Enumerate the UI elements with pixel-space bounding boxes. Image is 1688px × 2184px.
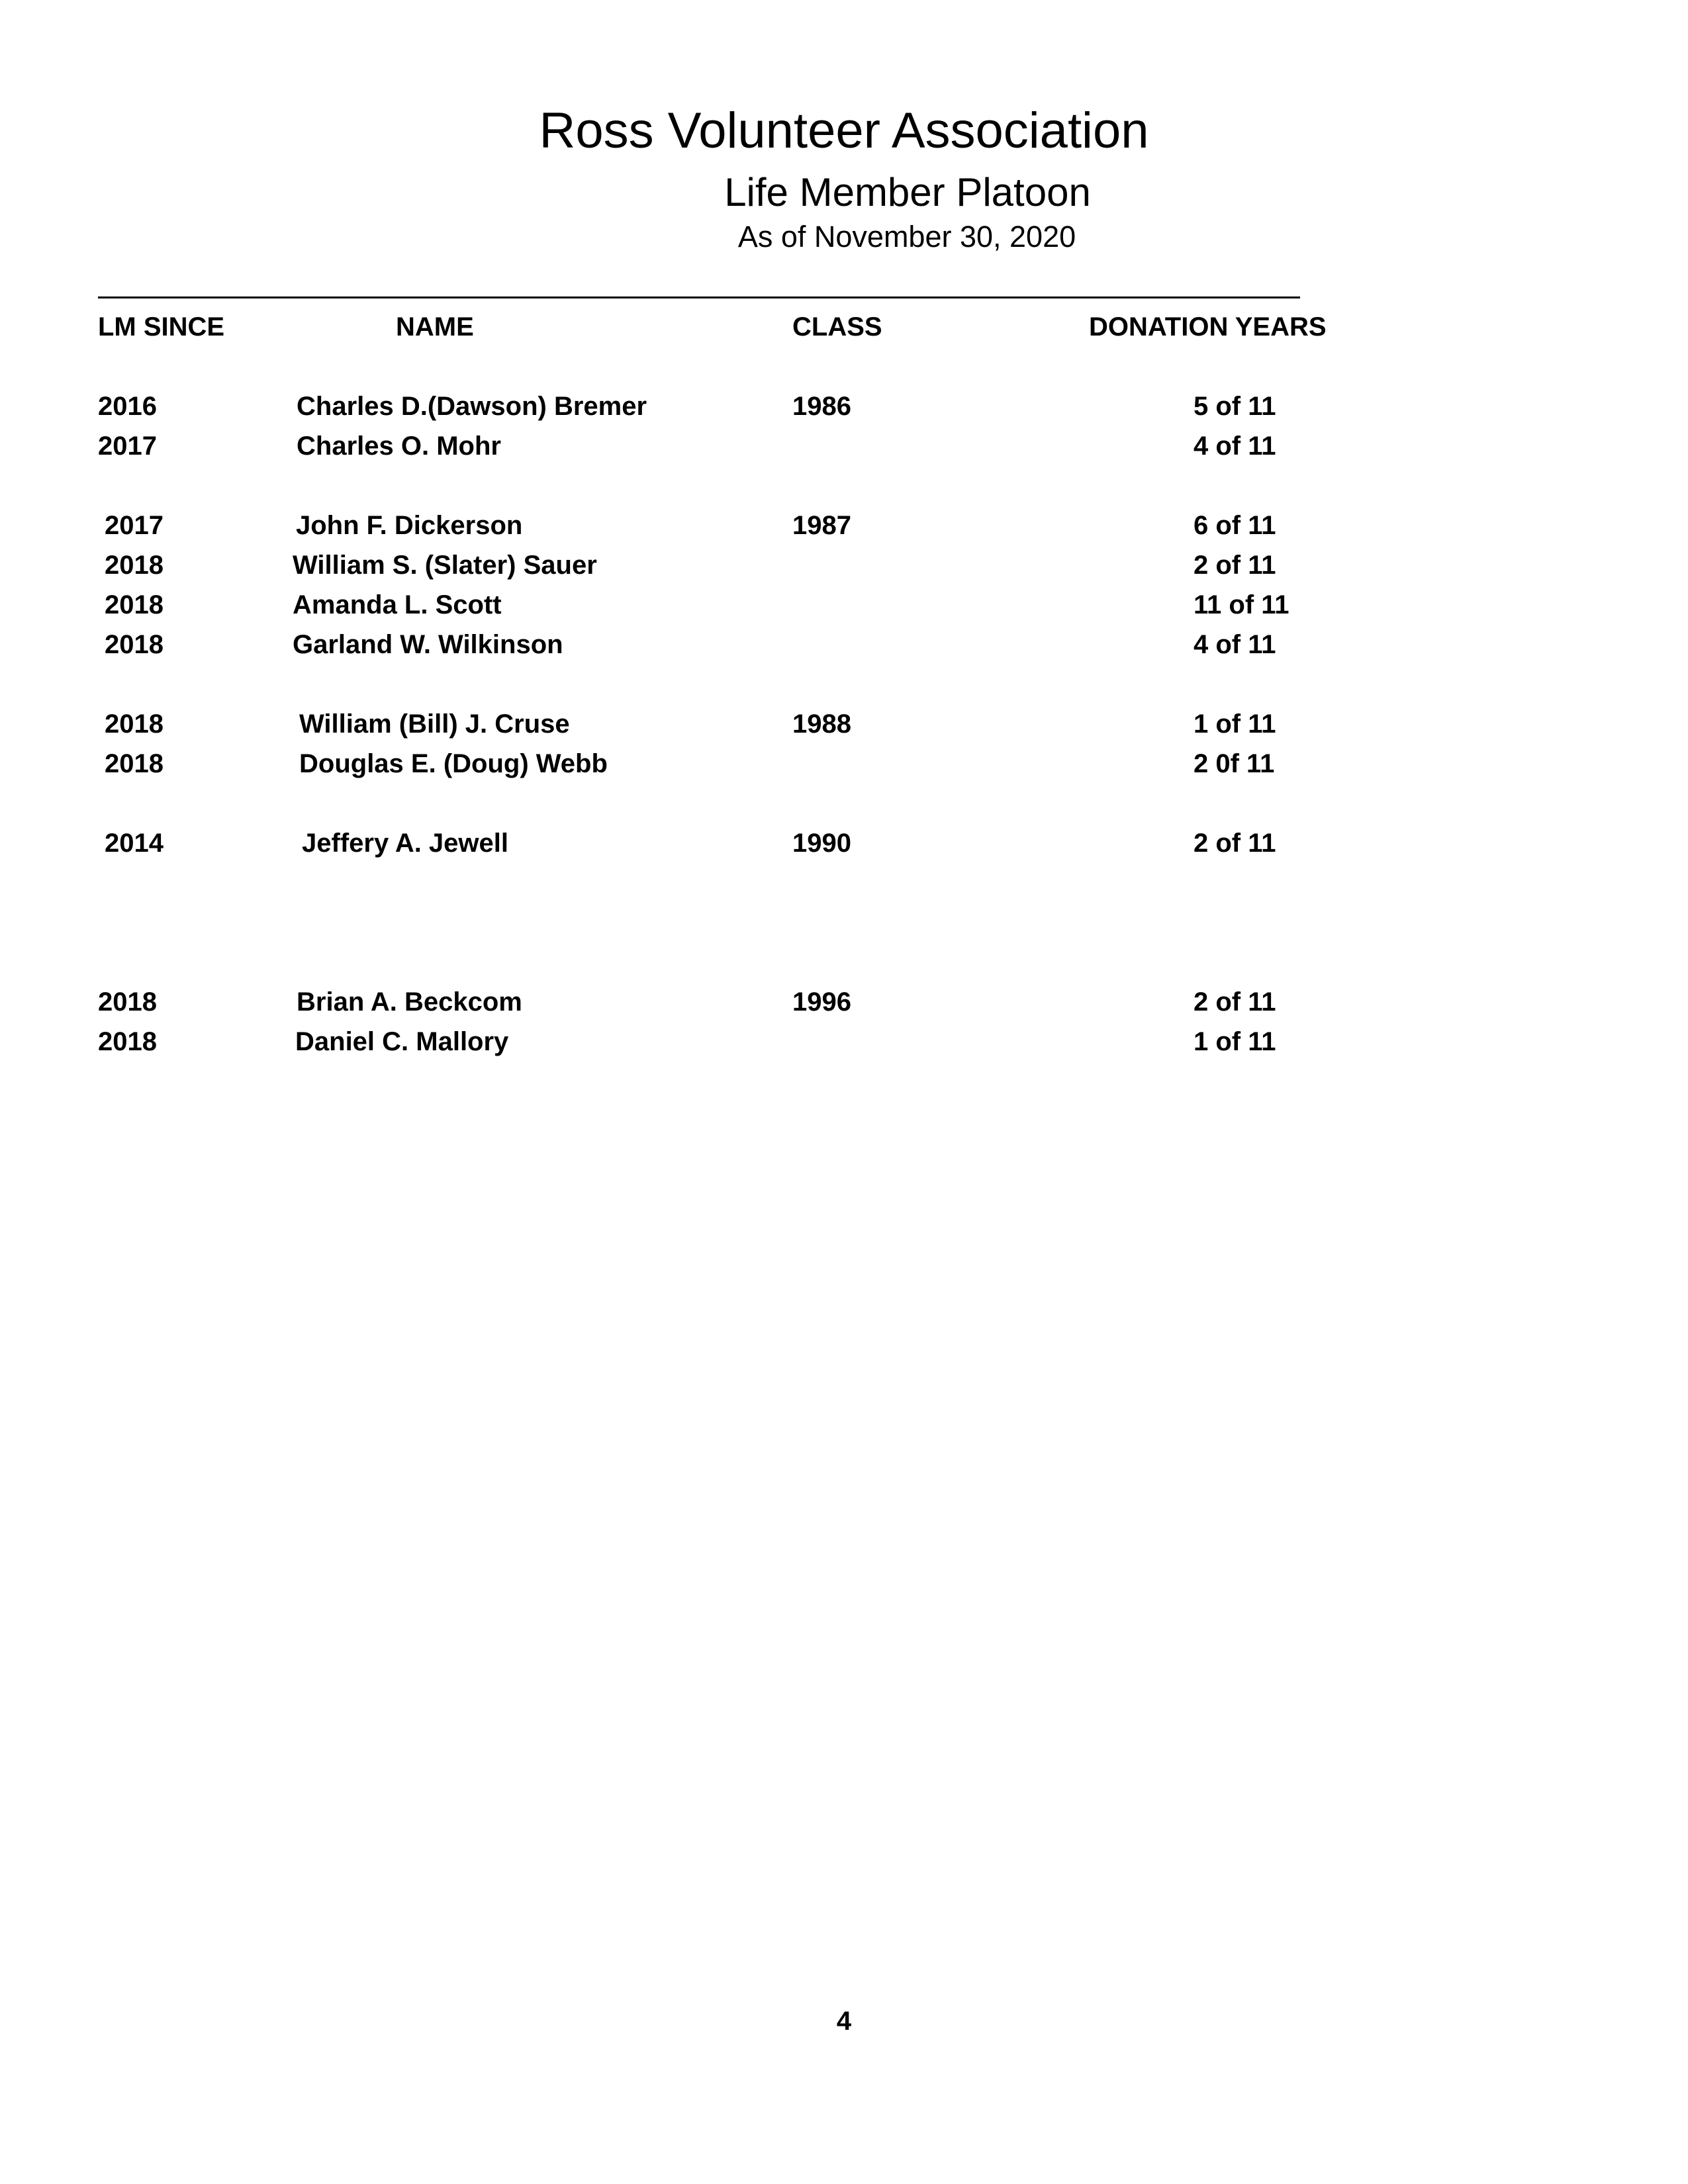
table-cell-name: Daniel C. Mallory [295,1027,509,1056]
table-cell-name: Amanda L. Scott [293,590,502,619]
table-cell-name: William (Bill) J. Cruse [299,709,570,739]
table-cell-donation: 1 of 11 [1194,1027,1276,1056]
table-cell-lm-since: 2018 [105,630,164,659]
table-cell-lm-since: 2018 [105,590,164,619]
table-cell-lm-since: 2018 [105,551,164,580]
table-cell-donation: 11 of 11 [1194,590,1289,619]
page-number: 4 [836,2007,852,2036]
column-header-name: NAME [396,312,474,341]
table-cell-name: Charles O. Mohr [297,432,501,461]
page-title: Ross Volunteer Association [539,103,1149,159]
table-cell-class: 1996 [792,987,851,1017]
table-cell-name: Garland W. Wilkinson [293,630,563,659]
column-header-donation-years: DONATION YEARS [1089,312,1327,341]
table-cell-donation: 5 of 11 [1194,392,1276,421]
table-cell-donation: 1 of 11 [1194,709,1276,739]
table-cell-name: Brian A. Beckcom [297,987,522,1017]
table-cell-class: 1990 [792,829,851,858]
table-cell-lm-since: 2014 [105,829,164,858]
table-cell-donation: 6 of 11 [1194,511,1276,540]
table-cell-lm-since: 2018 [98,1027,157,1056]
table-cell-class: 1986 [792,392,851,421]
table-cell-name: Jeffery A. Jewell [302,829,509,858]
table-cell-lm-since: 2018 [105,749,164,778]
table-cell-donation: 2 of 11 [1194,987,1276,1017]
table-cell-donation: 2 of 11 [1194,551,1276,580]
table-cell-name: John F. Dickerson [296,511,523,540]
table-cell-lm-since: 2017 [105,511,164,540]
column-header-class: CLASS [792,312,882,341]
table-cell-lm-since: 2018 [105,709,164,739]
table-cell-class: 1987 [792,511,851,540]
table-cell-lm-since: 2018 [98,987,157,1017]
as-of-date: As of November 30, 2020 [737,220,1076,253]
table-cell-name: William S. (Slater) Sauer [293,551,597,580]
table-cell-class: 1988 [792,709,851,739]
column-header-lm-since: LM SINCE [98,312,225,341]
table-cell-name: Charles D.(Dawson) Bremer [297,392,647,421]
table-cell-donation: 4 of 11 [1194,630,1276,659]
table-cell-donation: 2 of 11 [1194,829,1276,858]
header-divider [98,296,1300,298]
table-cell-donation: 2 0f 11 [1194,749,1275,778]
page-subtitle: Life Member Platoon [724,170,1091,214]
table-cell-lm-since: 2016 [98,392,157,421]
table-cell-lm-since: 2017 [98,432,157,461]
table-cell-name: Douglas E. (Doug) Webb [299,749,608,778]
table-cell-donation: 4 of 11 [1194,432,1276,461]
